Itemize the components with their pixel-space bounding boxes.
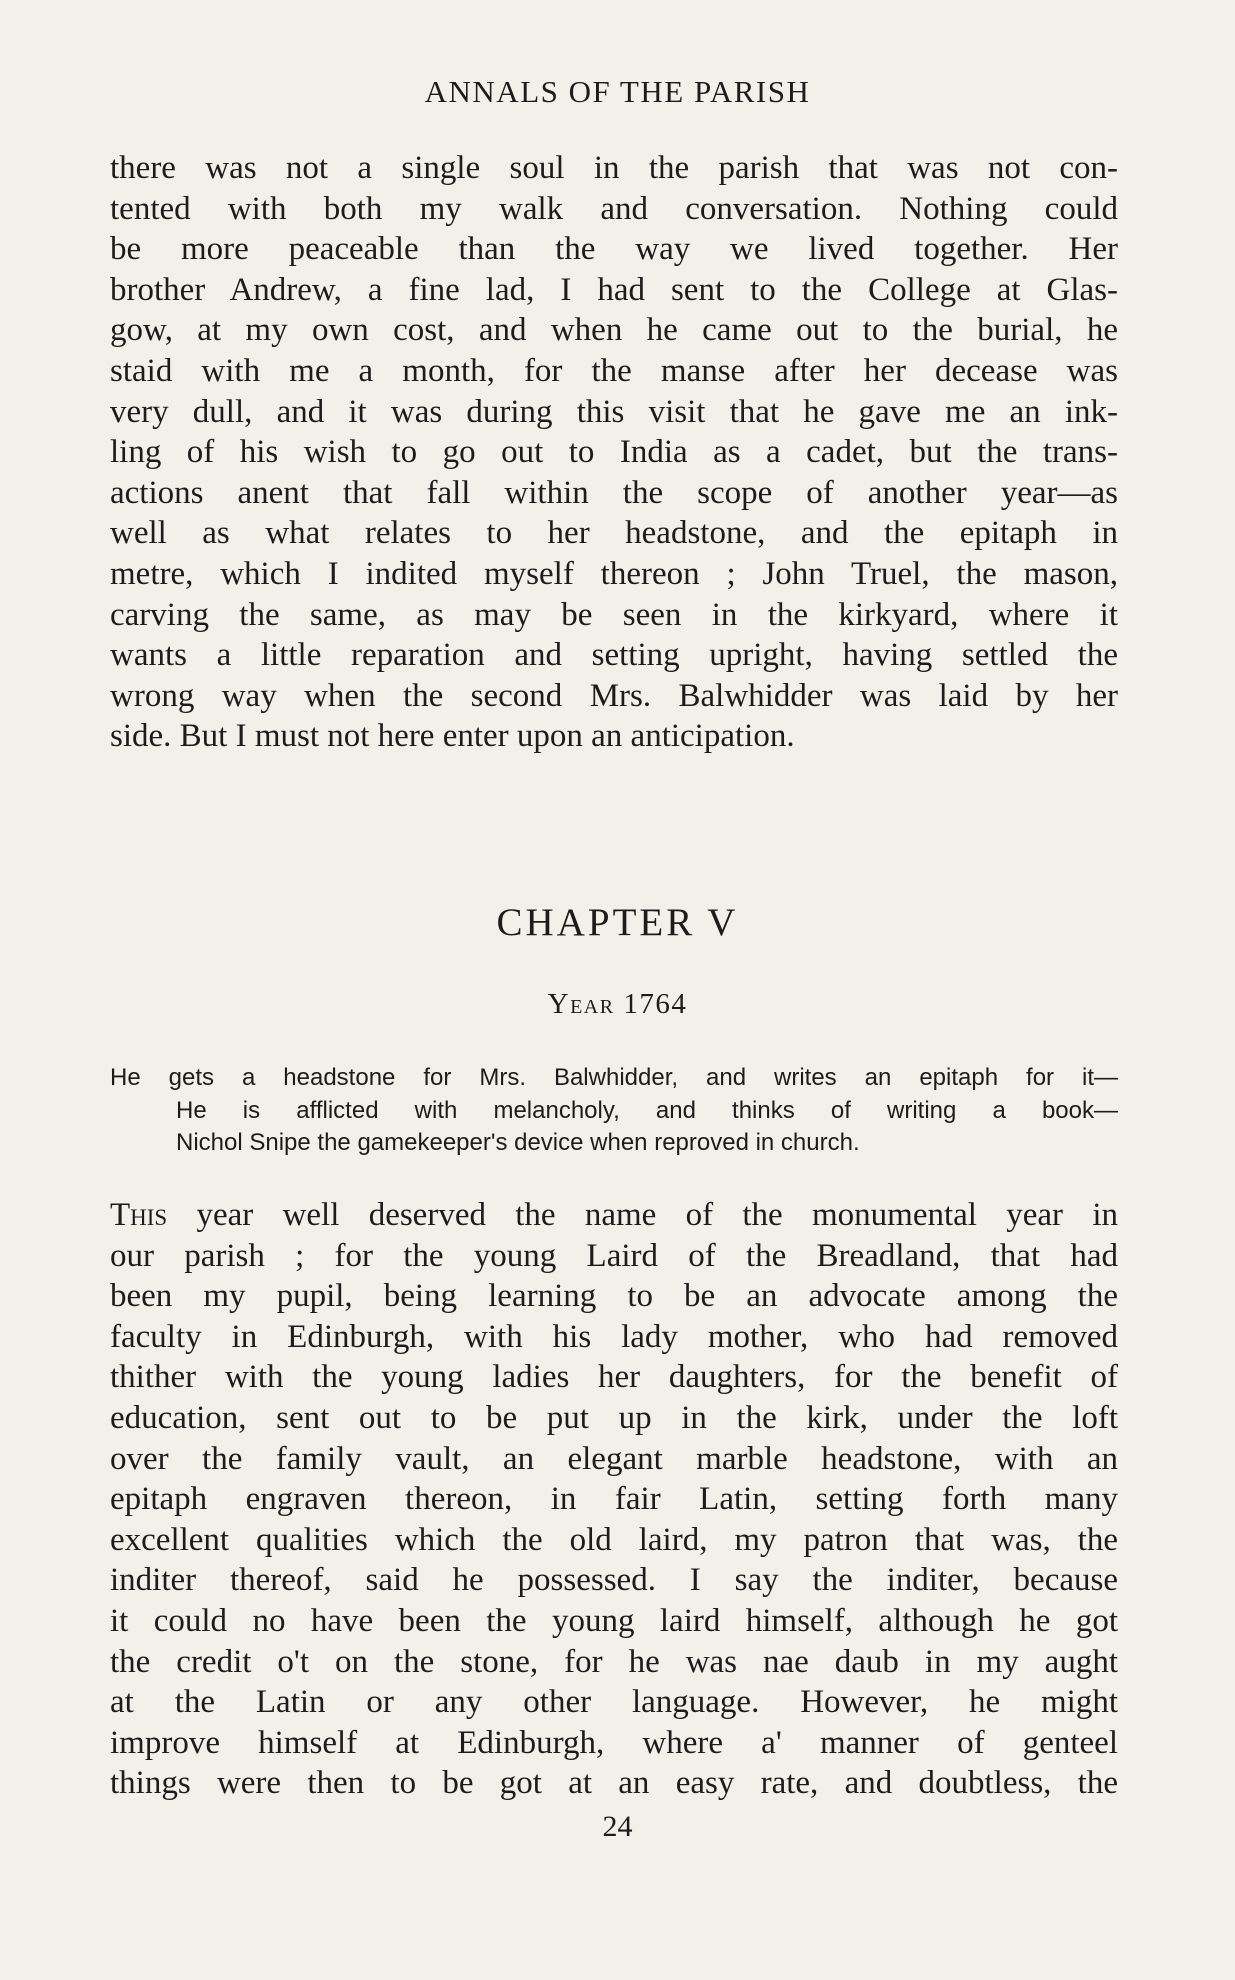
text-line: carving the same, as may be seen in the kirkyard, where it <box>110 596 1118 633</box>
chapter-year-text: Year 1764 <box>547 988 688 1020</box>
text-line: inditer thereof, said he possessed. I say the inditer, because <box>110 1562 1118 1599</box>
text-line: tented with both my walk and conversation. Nothing could <box>110 190 1118 227</box>
running-head: ANNALS OF THE PARISH <box>424 74 811 109</box>
text-line: ling of his wish to go out to India as a cadet, but the trans- <box>110 434 1118 471</box>
synopsis-line: He gets a headstone for Mrs. Balwhidder, and writes an epitaph for it— <box>110 1064 1118 1091</box>
text-line: actions anent that fall within the scope of another year—as <box>110 474 1118 511</box>
text-line: our parish ; for the young Laird of the Breadland, that had <box>110 1237 1118 1274</box>
chapter-title: CHAPTER V <box>496 901 739 944</box>
text-line: faculty in Edinburgh, with his lady mother, who had removed <box>110 1318 1118 1355</box>
text-line: gow, at my own cost, and when he came out to the burial, he <box>110 312 1118 349</box>
text-line-first <box>110 1195 1118 1236</box>
text-line: side. But I must not here enter upon an anticipation. <box>110 718 795 755</box>
text-line: staid with me a month, for the manse after her decease was <box>110 352 1118 389</box>
text-line: things were then to be got at an easy rate, and doubtless, the <box>110 1765 1118 1802</box>
text-line: excellent qualities which the old laird, my patron that was, the <box>110 1521 1118 1558</box>
lead-word: This <box>110 1197 168 1233</box>
text-line: at the Latin or any other language. However, he might <box>110 1684 1118 1721</box>
first-line-rest: year well deserved the name of the monumental year in <box>167 1197 1118 1233</box>
text-line: brother Andrew, a fine lad, I had sent to the College at Glas- <box>110 271 1118 308</box>
text-line: there was not a single soul in the parish that was not con- <box>110 150 1118 186</box>
text-line: it could no have been the young laird himself, although he got <box>110 1602 1118 1639</box>
synopsis-line: Nichol Snipe the gamekeeper's device when reproved in church. <box>176 1129 860 1156</box>
paragraph-continued <box>110 148 1118 757</box>
chapter-body-paragraph <box>110 1195 1118 1804</box>
text-line: metre, which I indited myself thereon ; John Truel, the mason, <box>110 555 1118 592</box>
text-line: well as what relates to her headstone, and the epitaph in <box>110 515 1118 552</box>
text-line: be more peaceable than the way we lived together. Her <box>110 231 1118 268</box>
text-line: improve himself at Edinburgh, where a' manner of genteel <box>110 1724 1118 1761</box>
text-line: been my pupil, being learning to be an advocate among the <box>110 1278 1118 1315</box>
text-line: education, sent out to be put up in the kirk, under the loft <box>110 1399 1118 1436</box>
text-line: thither with the young ladies her daughters, for the benefit of <box>110 1359 1118 1396</box>
text-line: epitaph engraven thereon, in fair Latin, setting forth many <box>110 1481 1118 1518</box>
chapter-synopsis <box>110 1062 1118 1160</box>
synopsis-line: He is afflicted with melancholy, and thinks of writing a book— <box>176 1096 1118 1124</box>
text-line: wrong way when the second Mrs. Balwhidder was laid by her <box>110 677 1118 714</box>
chapter-year <box>0 988 1235 1021</box>
text-line: very dull, and it was during this visit that he gave me an ink- <box>110 393 1118 430</box>
text-line: wants a little reparation and setting upright, having settled the <box>110 637 1118 674</box>
text-line: the credit o't on the stone, for he was nae daub in my aught <box>110 1643 1118 1680</box>
text-line: over the family vault, an elegant marble headstone, with an <box>110 1440 1118 1477</box>
page-number: 24 <box>602 1810 633 1843</box>
